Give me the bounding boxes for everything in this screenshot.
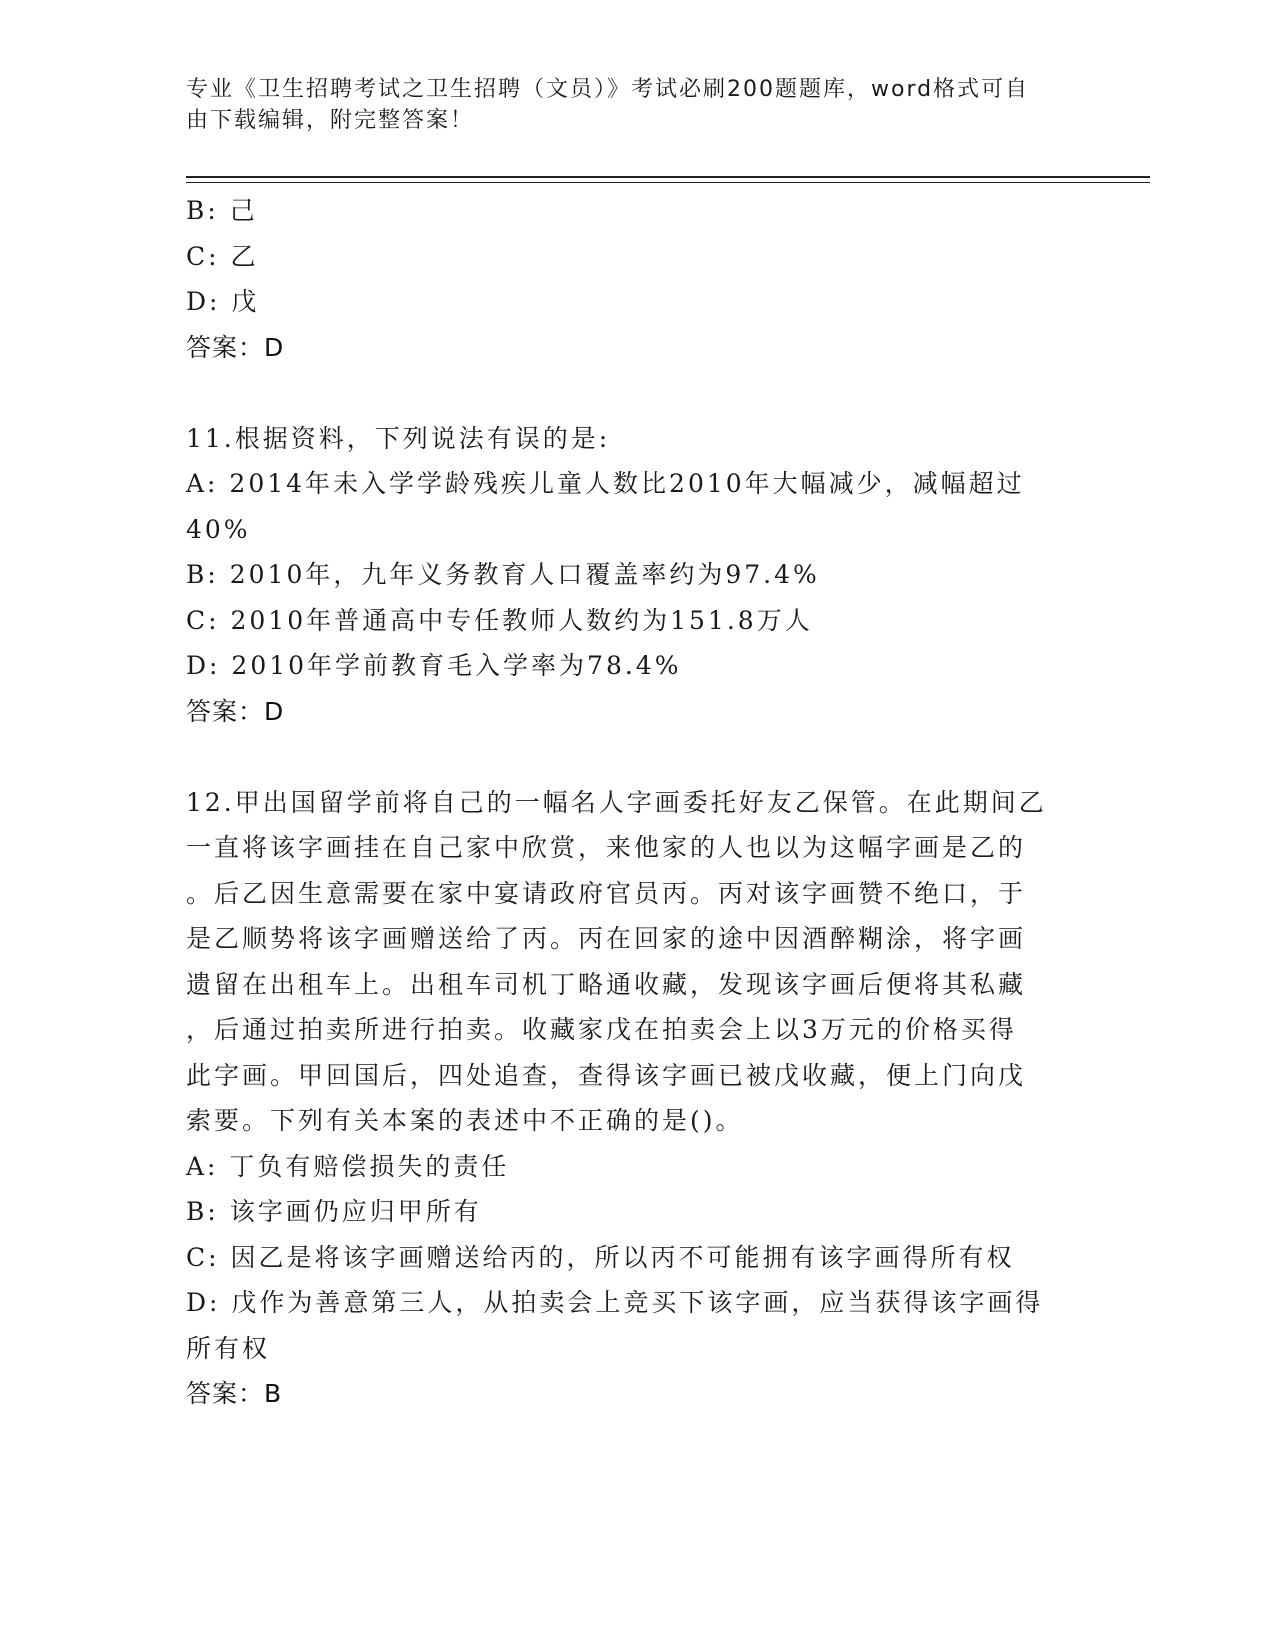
question-stem: 。后乙因生意需要在家中宴请政府官员丙。丙对该字画赞不绝口，于 (186, 878, 1027, 908)
option-d: D: 2010年学前教育毛入学率为78.4% (186, 651, 682, 680)
option-a: A: 丁负有赔偿损失的责任 (186, 1151, 510, 1181)
answer-line: 答案：B (186, 1379, 283, 1408)
header-line: 专业《卫生招聘考试之卫生招聘（文员）》考试必刷200题题库，word格式可自 (186, 77, 1030, 102)
question-stem: 索要。下列有关本案的表述中不正确的是()。 (186, 1106, 744, 1135)
question-stem: 11.根据资料，下列说法有误的是: (186, 423, 611, 453)
question-stem: 12.甲出国留学前将自己的一幅名人字画委托好友乙保管。在此期间乙 (186, 787, 1047, 817)
question-stem: ，后通过拍卖所进行拍卖。收藏家戊在拍卖会上以3万元的价格买得 (186, 1015, 1017, 1044)
answer-line: 答案：D (186, 332, 285, 362)
option-d: D: 戊作为善意第三人，从拍卖会上竞买下该字画，应当获得该字画得 (186, 1288, 1044, 1317)
question-12 (186, 780, 1086, 1417)
spacer (186, 734, 1086, 780)
header-divider-thick (186, 176, 1150, 178)
question-11 (186, 416, 1086, 735)
option-d: D: 戊 (186, 287, 260, 316)
document-header (186, 74, 1066, 136)
answer-line: 答案：D (186, 696, 285, 726)
option-b: B: 该字画仍应归甲所有 (186, 1197, 482, 1226)
option-b: B: 己 (186, 196, 258, 225)
question-10-tail (186, 188, 1086, 370)
option-c: C: 2010年普通高中专任教师人数约为151.8万人 (186, 605, 813, 635)
question-stem: 遗留在出租车上。出租车司机丁略通收藏，发现该字画后便将其私藏 (186, 969, 1027, 999)
question-content (186, 188, 1086, 1417)
option-b: B: 2010年，九年义务教育人口覆盖率约为97.4% (186, 560, 820, 589)
option-d-continued: 所有权 (186, 1333, 271, 1363)
option-c: C: 乙 (186, 241, 259, 271)
question-stem: 是乙顺势将该字画赠送给了丙。丙在回家的途中因酒醉糊涂，将字画 (186, 924, 1027, 953)
option-a-continued: 40% (186, 514, 251, 544)
question-stem: 此字画。甲回国后，四处追查，查得该字画已被戊收藏，便上门向戊 (186, 1060, 1027, 1090)
header-divider-thin (186, 182, 1150, 183)
option-c: C: 因乙是将该字画赠送给丙的，所以丙不可能拥有该字画得所有权 (186, 1242, 1015, 1272)
spacer (186, 370, 1086, 416)
question-stem: 一直将该字画挂在自己家中欣赏，来他家的人也以为这幅字画是乙的 (186, 833, 1027, 862)
option-a: A: 2014年未入学学龄残疾儿童人数比2010年大幅减少，减幅超过 (186, 469, 1025, 498)
header-line: 由下载编辑，附完整答案！ (186, 108, 475, 133)
